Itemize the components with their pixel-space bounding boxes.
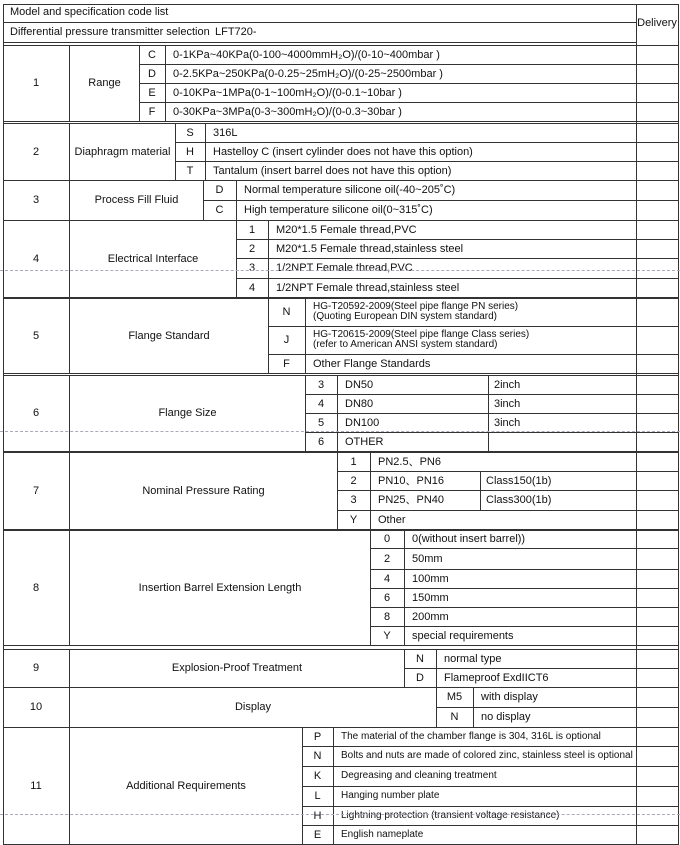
row-number: 9: [32, 662, 40, 674]
option-description: DN50: [345, 378, 374, 391]
option-description-line1: HG-T20615-2009(Steel pipe flange Class series): [313, 329, 530, 340]
row-number: 4: [32, 252, 40, 265]
option-extra: Class150(1b): [486, 474, 552, 487]
option-description: 316L: [213, 126, 238, 139]
option-description: 0-1KPa~40KPa(0-100~4000mmH₂O)/(0-10~400mbar ): [173, 48, 440, 61]
option-description: 0-10KPa~1MPa(0-1~100mH₂O)/(0-0.1~10bar ): [173, 86, 402, 99]
row-divider: [3, 645, 679, 646]
scan-guide-line: [0, 431, 680, 432]
option-code: 0: [383, 533, 391, 545]
option-code: E: [148, 86, 156, 99]
option-code: 4: [383, 572, 391, 585]
column-divider: [205, 123, 206, 181]
option-code: C: [148, 48, 156, 61]
option-description: Other: [378, 513, 406, 526]
option-code: S: [186, 126, 194, 139]
row-number: 5: [32, 329, 40, 342]
option-code: J: [283, 334, 290, 346]
row-number: 8: [32, 581, 40, 594]
option-description: Lightning protection (transient voltage resistance): [341, 809, 560, 821]
option-code: D: [416, 671, 424, 684]
option-code: K: [313, 770, 322, 782]
option-description: 0(without insert barrel)): [412, 533, 526, 545]
option-code: F: [148, 105, 156, 118]
option-code: P: [313, 730, 322, 743]
delivery-header: Delivery: [637, 17, 677, 29]
option-code: E: [313, 828, 322, 841]
option-code: 5: [317, 416, 325, 429]
option-code: M5: [446, 691, 463, 703]
option-code: H: [186, 145, 194, 158]
option-description: Tantalum (insert barrel does not have this option): [213, 164, 452, 177]
option-description: English nameplate: [341, 828, 424, 840]
option-description: Hanging number plate: [341, 790, 440, 801]
table-title: Model and specification code list: [10, 6, 169, 18]
option-code: D: [215, 184, 224, 196]
row-divider: [268, 326, 679, 327]
option-code: N: [416, 652, 424, 665]
option-description: 0-2.5KPa~250KPa(0-0.25~25mH₂O)/(0-25~2500mbar ): [173, 67, 443, 80]
option-description: with display: [481, 691, 538, 703]
option-code: F: [283, 357, 290, 370]
option-description: 150mm: [412, 591, 449, 604]
option-description: High temperature silicone oil(0~315˚C): [244, 204, 433, 216]
option-code: Y: [383, 629, 391, 642]
row-parameter-name: Flange Size: [158, 407, 217, 419]
column-divider: [370, 452, 371, 530]
column-divider: [636, 4, 637, 845]
option-code: H: [313, 809, 322, 822]
row-number: 7: [32, 484, 40, 497]
option-extra: [486, 452, 632, 471]
scan-guide-line: [0, 270, 680, 271]
option-code: 2: [248, 242, 256, 255]
option-description: 1/2NPT Female thread,PVC: [276, 262, 413, 274]
row-parameter-name: Additional Requirements: [126, 779, 246, 792]
option-code: Y: [349, 513, 358, 526]
option-code: N: [313, 750, 322, 762]
row-parameter-name: Electrical Interface: [107, 252, 199, 265]
option-description: PN25、PN40: [378, 494, 445, 506]
row-parameter-name: Diaphragm material: [74, 145, 171, 158]
option-description-line2: (refer to American ANSI system standard): [313, 339, 498, 350]
option-code: 2: [383, 552, 391, 565]
column-divider: [678, 4, 679, 845]
row-number: 3: [32, 194, 40, 206]
option-code: N: [282, 306, 291, 318]
row-number: 6: [32, 407, 40, 419]
column-divider: [488, 375, 489, 452]
option-description: Other Flange Standards: [313, 357, 431, 370]
option-description: normal type: [444, 652, 502, 665]
option-description: PN2.5、PN6: [378, 455, 441, 468]
row-number: 1: [32, 77, 40, 89]
option-description: Flameproof ExdIICT6: [444, 671, 549, 684]
row-parameter-name: Insertion Barrel Extension Length: [138, 581, 302, 594]
option-description: Degreasing and cleaning treatment: [341, 770, 497, 781]
option-description: DN80: [345, 397, 374, 410]
row-number: 2: [32, 145, 40, 158]
option-code: D: [148, 67, 156, 80]
option-description: Normal temperature silicone oil(-40~205˚C): [244, 184, 456, 196]
option-code: 8: [383, 610, 391, 623]
option-description: 0-30KPa~3MPa(0-3~300mH₂O)/(0-0.3~30bar ): [173, 105, 402, 118]
option-description: 1/2NPT Female thread,stainless steel: [276, 281, 460, 294]
option-description-line2: (Quoting European DIN system standard): [313, 311, 497, 322]
row-divider: [3, 373, 679, 374]
option-description: special requirements: [412, 629, 514, 642]
option-code: 4: [248, 281, 256, 294]
option-description: M20*1.5 Female thread,stainless steel: [276, 242, 464, 255]
row-parameter-name: Process Fill Fluid: [94, 194, 179, 206]
row-parameter-name: Nominal Pressure Rating: [142, 484, 265, 497]
option-extra: [494, 432, 632, 451]
option-code: 1: [248, 223, 256, 236]
option-description-line1: HG-T20592-2009(Steel pipe flange PN series): [313, 301, 519, 312]
option-description: 200mm: [412, 610, 449, 623]
product-label: Differential pressure transmitter selection: [10, 26, 210, 38]
row-number: 11: [30, 779, 42, 792]
option-description: The material of the chamber flange is 304, 316L is optional: [341, 730, 601, 742]
option-description: Bolts and nuts are made of colored zinc, stainless steel is optional: [341, 750, 633, 761]
option-code: 6: [383, 591, 391, 604]
option-extra: 3inch: [494, 397, 521, 410]
row-divider: [3, 42, 637, 43]
option-extra: [486, 510, 632, 529]
option-description: Hastelloy C (insert cylinder does not have this option): [213, 145, 473, 158]
column-divider: [268, 220, 269, 298]
row-parameter-name: Display: [234, 701, 272, 713]
row-parameter-name: Explosion-Proof Treatment: [171, 662, 303, 674]
option-code: C: [215, 204, 224, 216]
option-code: N: [450, 711, 459, 723]
option-description: OTHER: [345, 435, 384, 448]
option-code: 4: [317, 397, 325, 410]
option-code: 3: [317, 378, 325, 391]
option-code: 3: [350, 494, 357, 506]
option-extra: 2inch: [494, 378, 521, 391]
product-model: LFT720-: [215, 26, 257, 38]
option-extra: Class300(1b): [486, 494, 552, 506]
option-description: PN10、PN16: [378, 474, 445, 487]
option-description: 50mm: [412, 552, 443, 565]
option-code: 3: [248, 262, 256, 274]
option-description: [313, 300, 632, 324]
row-number: 10: [29, 701, 43, 713]
option-description: M20*1.5 Female thread,PVC: [276, 223, 417, 236]
option-code: 1: [350, 455, 357, 468]
option-description: no display: [481, 711, 531, 723]
column-divider: [480, 471, 481, 511]
row-divider: [3, 4, 679, 5]
row-parameter-name: Range: [88, 77, 121, 89]
scan-guide-line: [0, 814, 680, 815]
option-code: 2: [350, 474, 357, 487]
column-divider: [305, 298, 306, 374]
option-description: 100mm: [412, 572, 449, 585]
option-description: DN100: [345, 416, 380, 429]
option-description: [313, 328, 632, 352]
row-divider: [3, 121, 679, 122]
option-code: L: [314, 790, 321, 802]
option-code: T: [186, 164, 194, 177]
row-parameter-name: Flange Standard: [128, 329, 210, 342]
option-extra: 3inch: [494, 416, 521, 429]
row-divider: [3, 22, 637, 23]
option-code: 6: [317, 435, 325, 448]
